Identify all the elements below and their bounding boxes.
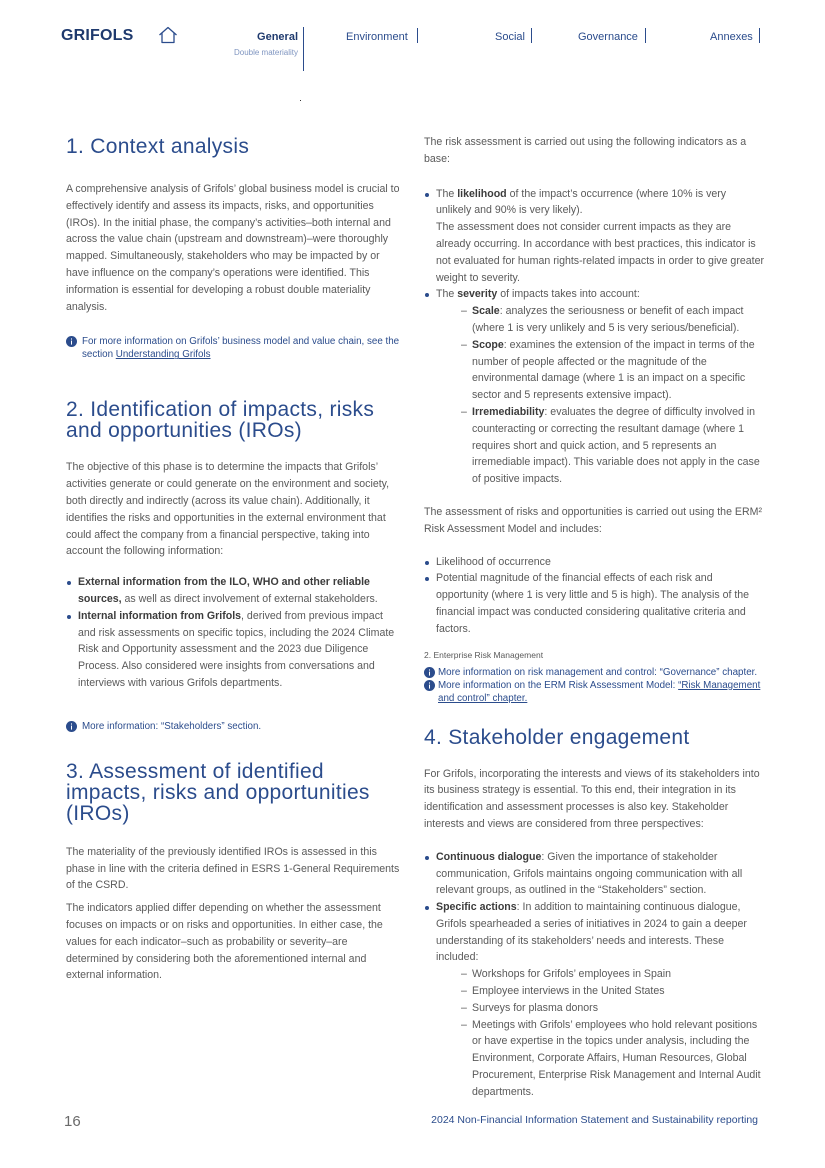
section-3-title-line: 3. Assessment of identified [66,759,324,783]
sub-list-item [461,303,764,337]
nav-divider [417,28,418,43]
section-3-title-line: (IROs) [66,801,130,825]
list-text: The [436,187,458,200]
sub-list-item: – Meetings with Grifols’ employees who hold relevant positions or have expertise in the topics under analysis, including the Environment, Corporate Affairs, Human Resources, Global Procurement, Enterprise Risk Management and Internal Audit departments. [461,1017,764,1101]
bold-text: External information from the ILO, WHO and other reliable sources, [78,576,370,605]
info-note-business-model [66,335,402,361]
section-2-title-line: 2. Identification of impacts, risks [66,398,375,422]
severity-sublist [461,303,764,488]
section-3-paragraph: The materiality of the previously identified IROs is assessed in this phase in line with the criteria defined in ESRS 1-General Requirements of the CSRD. [66,845,400,892]
info-icon [424,680,435,691]
nav-divider [303,27,304,71]
indicator-list [424,186,764,488]
bold-text: likelihood [457,187,507,200]
info-note-erm-model [424,679,764,705]
section-2-paragraph: The objective of this phase is to determine the impacts that Grifols’ activities generate or could generate on the environment and society, both directly and indirectly (across its value chain). Additionally, it identifies the risks and opportunities in the external environment that could affect the company from a financial perspective, taking into account the following information: [66,461,390,558]
list-item: Likelihood of occurrence [424,554,764,571]
info-note-governance[interactable] [424,666,764,679]
footnote: 2. Enterprise Risk Management [424,649,544,660]
report-title: 2024 Non-Financial Information Statement and Sustainability reporting [431,1114,758,1126]
list-item [66,608,402,692]
link-understanding-grifols[interactable]: Understanding Grifols [115,349,211,361]
bold-text: Scope [472,338,504,351]
info-text: More information: “Stakeholders” section. [82,720,262,732]
bold-text: Continuous dialogue [436,850,542,863]
nav-sub-double-materiality[interactable]: Double materiality [233,48,298,57]
section-3-title [66,761,402,824]
nav-tab-social[interactable]: Social [495,31,525,43]
section-2-title-line: and opportunities (IROs) [66,419,302,443]
sub-list-item: – Employee interviews in the United States [461,983,764,1000]
bold-text: severity [457,288,498,301]
section-1-paragraph: A comprehensive analysis of Grifols’ global business model is crucial to effectively identify and assess its impacts, risks, and opportunities (IROs). In the initial phase, the company’s activities–both internal and across the value chain (upstream and downstream)–were thoroughly mapped. Simultaneously, stakeholders who may be impacted by or have influence on the company’s operations were identified. This information is essential for developing a robust double materiality analysis. [66,183,400,313]
info-text: More information on risk management and control: “Governance” chapter. [438,666,758,678]
sub-list-item: – Workshops for Grifols’ employees in Spain [461,966,764,983]
link-risk-management-chapter[interactable]: “Risk Management and control” chapter. [438,679,761,704]
nav-tab-general[interactable]: General [257,31,298,43]
bold-text: Scale [472,305,500,318]
list-text: : evaluates the degree of difficulty involved in counteracting or correcting the resultant damage (where 1 requires short and quick action, and 5 represents an irremediable impact). This variable does not apply in the case of positive impacts. [472,405,760,486]
list-item [66,574,402,608]
info-note-stakeholders[interactable] [66,720,402,733]
stray-dot [300,100,301,101]
bold-text: Irremediability [472,405,545,418]
section-4-title: 4. Stakeholder engagement [424,725,690,749]
grifols-logo[interactable]: GRIFOLS [61,27,134,44]
page-number: 16 [64,1113,81,1130]
list-text: : In addition to maintaining continuous dialogue, Grifols spearheaded a series of initiatives in 2024 to gain a deeper understanding of its stakeholders’ needs and interests. These included: [436,901,747,964]
nav-divider [759,28,760,43]
list-item [424,899,764,1101]
section-4-paragraph: For Grifols, incorporating the interests and views of its stakeholders into its business strategy is essential. To this end, their integration in its identification and assessment processes is also key. Stakeholder interests and views are considered from three perspectives: [424,767,760,830]
list-text: , derived from previous impact and risk assessments on specific topics, including the 2024 Climate Risk and Opportunity assessment and the 2023 due Diligence Process. Also considered were insights from conversations and interviews with various Grifols departments. [78,609,395,689]
sub-list-item [461,337,764,404]
info-icon [66,336,77,347]
list-item [424,286,764,488]
section-2-title [66,399,402,441]
engagement-list [424,849,764,1101]
section-3-title-line: impacts, risks and opportunities [66,780,370,804]
list-item [424,849,764,899]
list-text: : examines the extension of the impact in terms of the number of people affected or the magnitude of the environmental damage (where 1 is an impact on a specific sector and 5 represents extensive impact). [472,338,755,402]
section-2-bullet-list [66,574,402,692]
nav-tab-environment[interactable]: Environment [346,31,408,43]
list-text: : Given the importance of stakeholder communication, Grifols maintains ongoing communication with all relevant groups, as outlined in the “Stakeholders” section. [436,850,743,897]
list-item [424,186,764,287]
left-column [66,134,402,984]
list-text: as well as direct involvement of external stakeholders. [121,592,378,605]
section-1-title: 1. Context analysis [66,135,250,158]
list-text: of the impact’s occurrence (where 10% is very unlikely and 90% is very likely). [436,187,727,217]
sub-list-item [461,404,764,488]
sub-list-item: – Surveys for plasma donors [461,1000,764,1017]
nav-tab-annexes[interactable]: Annexes [710,31,753,43]
specific-actions-sublist [461,966,764,1100]
home-icon[interactable] [158,26,178,44]
nav-divider [645,28,646,43]
section-3-paragraph: The indicators applied differ depending on whether the assessment focuses on impacts or on risks and opportunities. In either case, the values for each indicator–such as probability or severity–are determined by considering both the aforementioned internal and external information. [66,902,383,982]
info-icon [66,721,77,732]
likelihood-note: The assessment does not consider current impacts as they are already occurring. In accordance with best practices, this indicator is not evaluated for human rights-related impacts in order to give greater weight to severity. [436,221,764,284]
info-text: More information on the ERM Risk Assessment Model: [438,679,679,691]
erm-paragraph: The assessment of risks and opportunities is carried out using the ERM² Risk Assessment Model and includes: [424,505,762,535]
list-text: of impacts takes into account: [497,288,640,301]
nav-divider [531,28,532,43]
risk-assessment-intro: The risk assessment is carried out using the following indicators as a base: [424,136,747,165]
erm-list [424,554,764,638]
info-text: For more information on Grifols’ business model and value chain, see the section [82,336,400,361]
bold-text: Specific actions [436,901,517,914]
right-column [424,134,764,1101]
nav-tab-governance[interactable]: Governance [578,31,638,43]
bold-text: Internal information from Grifols [78,609,242,622]
list-text: : analyzes the seriousness or benefit of each impact (where 1 is very unlikely and 5 is very serious/beneficial). [472,305,744,334]
list-text: The [436,288,458,301]
list-item: Potential magnitude of the financial effects of each risk and opportunity (where 1 is very little and 5 is high). The analysis of the financial impact was conducted considering qualitative criteria and factors. [424,570,764,637]
info-icon [424,667,435,678]
